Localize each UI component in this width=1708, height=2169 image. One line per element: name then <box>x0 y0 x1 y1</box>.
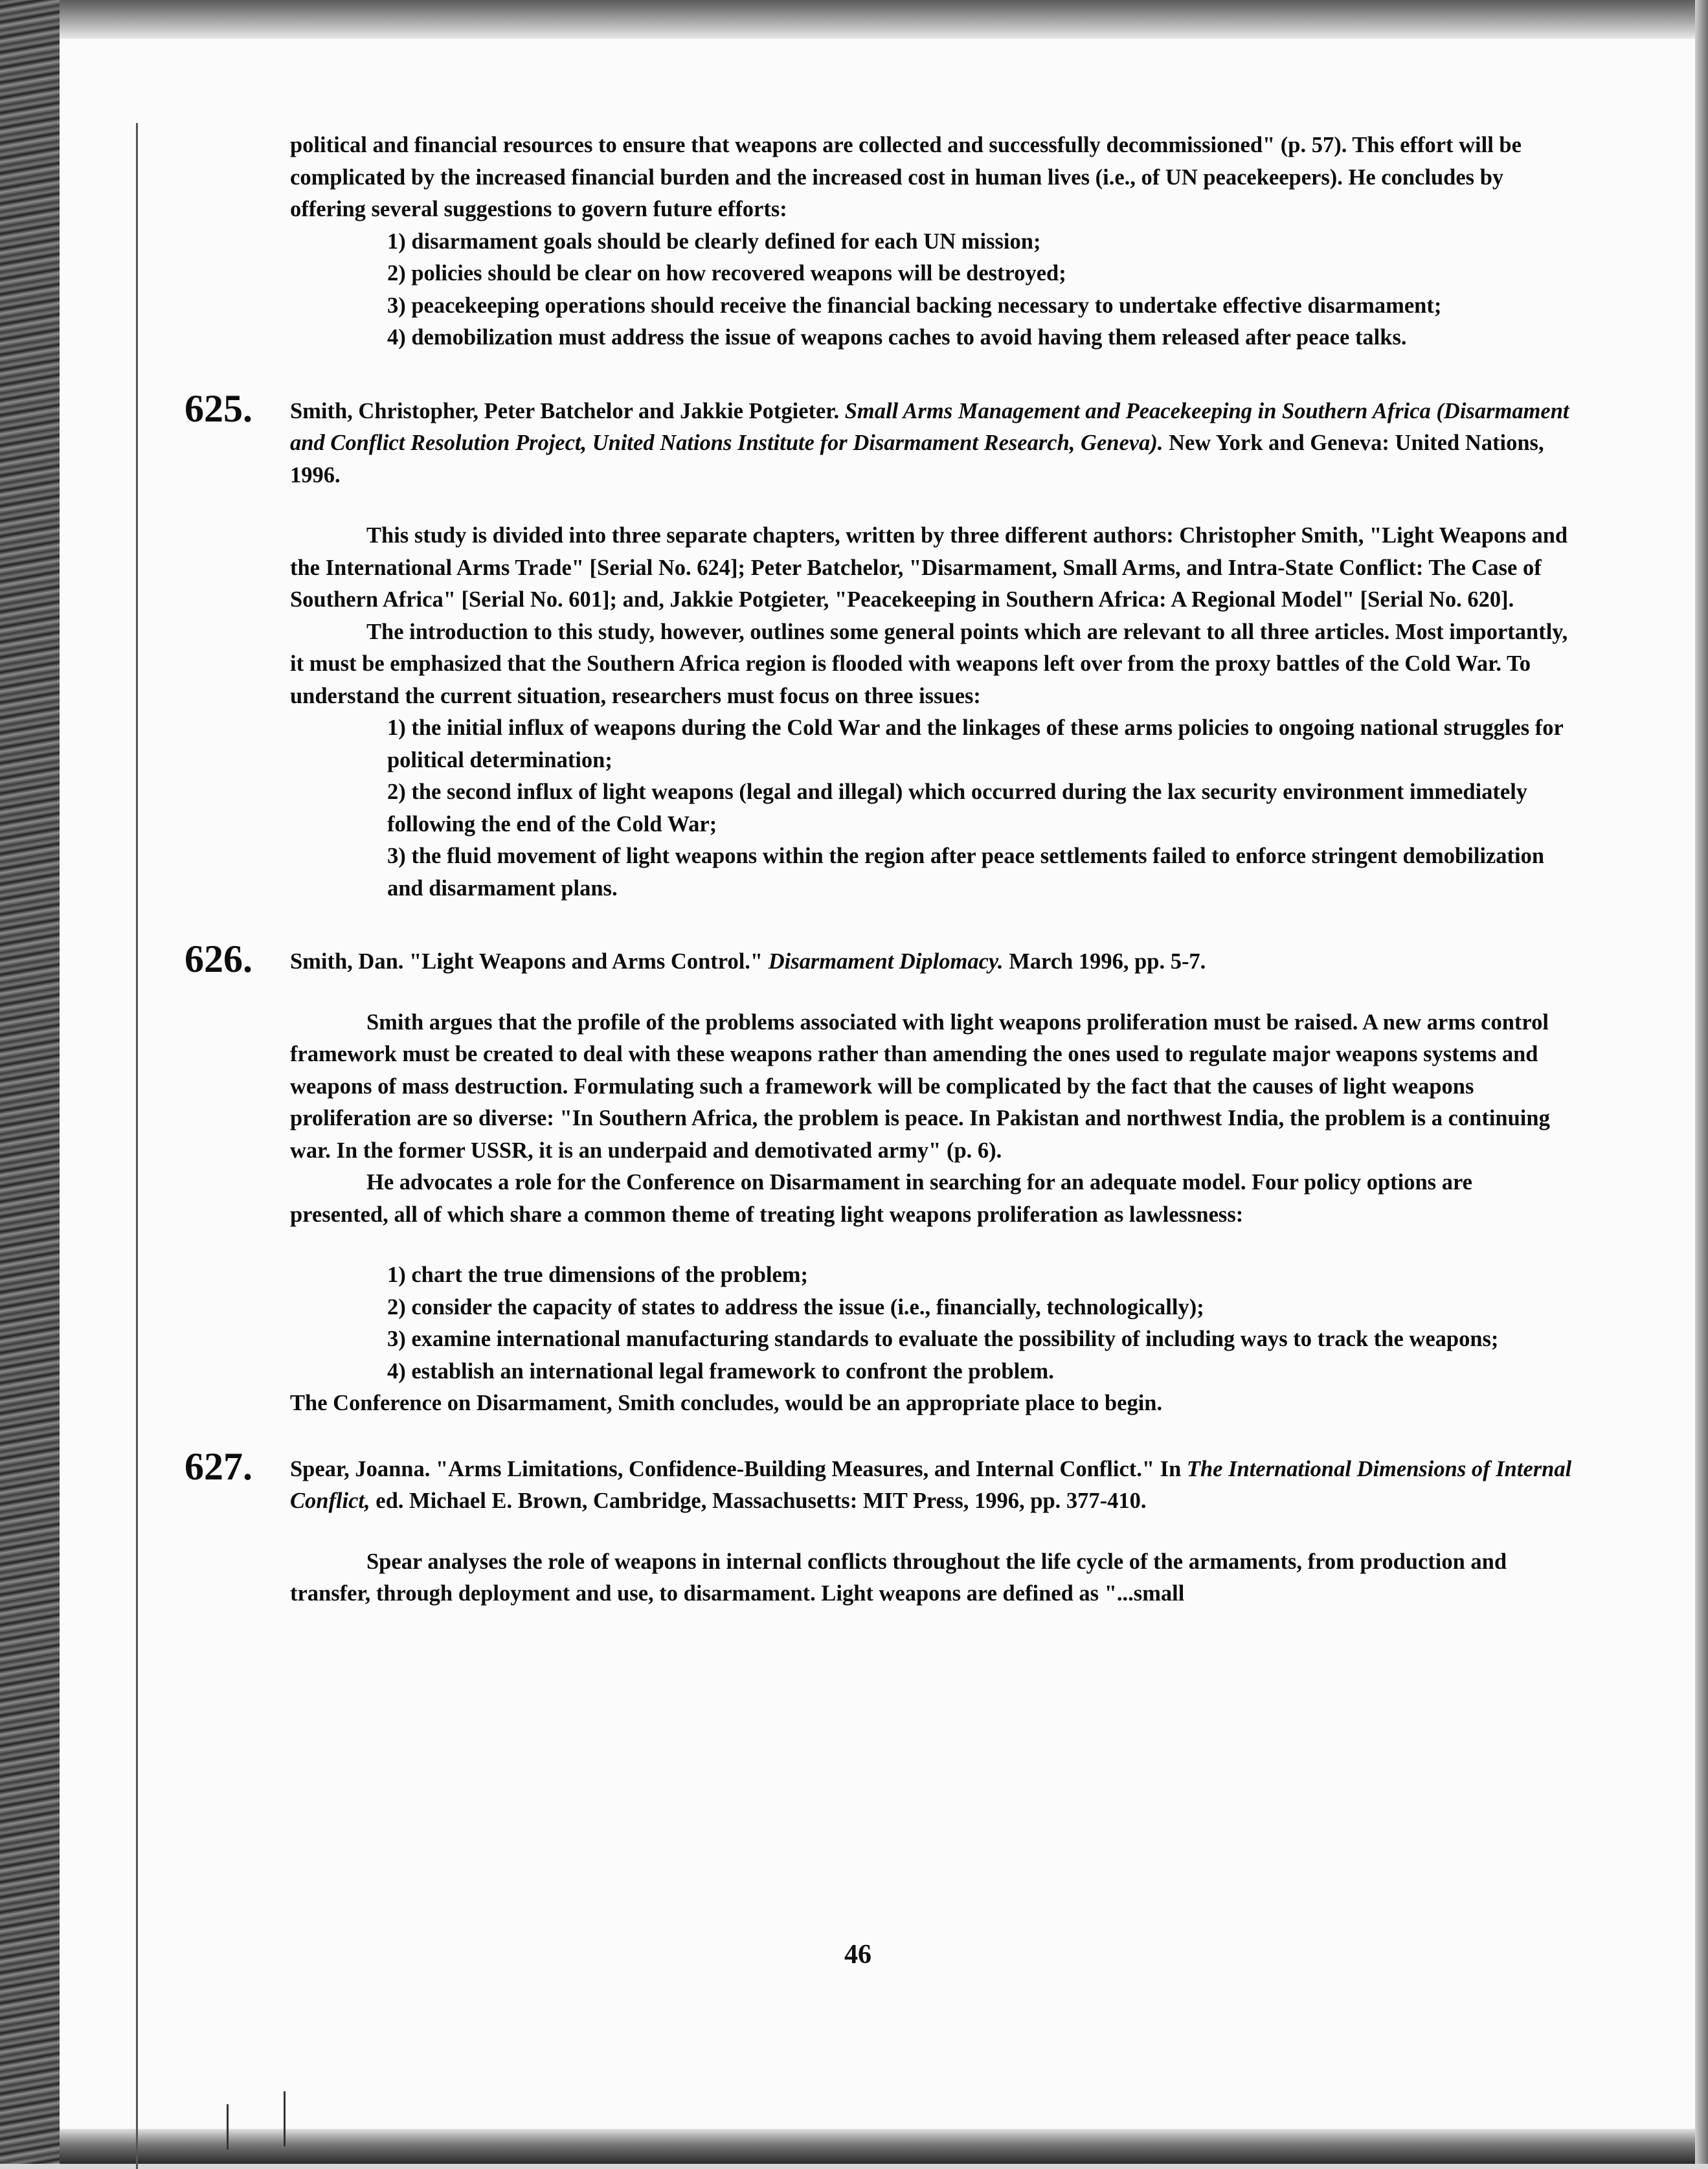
entry-number: 626. <box>185 938 253 980</box>
entry-paragraph: Spear analyses the role of weapons in internal conflicts throughout the life cycle of the armaments, from production and transfer, through deployment and use, to disarmament. Light weapons are defined as "...small <box>290 1549 1507 1606</box>
scan-mark <box>284 2091 286 2146</box>
citation-authors: Smith, Dan. "Light Weapons and Arms Control." <box>290 949 769 974</box>
citation-title: The International Dimensions of Internal Conflict, <box>290 1456 1572 1513</box>
list-item: 2) the second influx of light weapons (legal and illegal) which occurred during the lax security environment immediately following the end of the Cold War; <box>387 780 1528 837</box>
list-item: 3) examine international manufacturing standards to evaluate the possibility of including ways to track the weapons; <box>387 1327 1499 1351</box>
list-item: 4) establish an international legal framework to confront the problem. <box>387 1358 1054 1384</box>
entry-625 <box>185 387 1572 492</box>
scan-border-bottom <box>60 2129 1708 2164</box>
citation-authors: Spear, Joanna. "Arms Limitations, Confidence-Building Measures, and Internal Conflict." In <box>290 1456 1187 1481</box>
citation-publisher: New York and Geneva: United Nations, 1996. <box>290 431 1544 488</box>
entry-issues-list <box>290 712 1572 905</box>
entry-paragraph: He advocates a role for the Conference on Disarmament in searching for an adequate model. Four policy options are presented, all of which share a common theme of treating light weapons proliferation as lawlessness: <box>290 1170 1472 1227</box>
entry-626 <box>185 938 1572 980</box>
entry-citation <box>290 1454 1572 1518</box>
list-item: 4) demobilization must address the issue of weapons caches to avoid having them released after peace talks. <box>387 325 1407 350</box>
entry-paragraph: This study is divided into three separate chapters, written by three different authors: Christopher Smith, "Light Weapons and the International Arms Trade" [Serial No. 624]; Peter Batchelor, "Disarmament, Small Arms, and Intra-State Conflict: The Case of Southern Africa" [Serial No. 601]; and, Jakkie Potgieter, "Peacekeeping in Southern Africa: A Regional Model" [Serial No. 620]. <box>290 523 1568 612</box>
entry-options-list <box>290 1259 1572 1388</box>
list-item: 1) disarmament goals should be clearly defined for each UN mission; <box>387 229 1041 254</box>
citation-publisher: March 1996, pp. 5-7. <box>1003 949 1206 974</box>
list-item: 3) peacekeeping operations should receive the financial backing necessary to undertake effective disarmament; <box>387 293 1442 318</box>
scan-border-top <box>60 0 1708 39</box>
list-item: 3) the fluid movement of light weapons within the region after peace settlements failed to enforce stringent demobilization and disarmament plans. <box>387 844 1545 901</box>
intro-paragraph: political and financial resources to ensure that weapons are collected and successfully decommissioned" (p. 57). This effort will be complicated by the increased financial burden and the increased cost in human lives (i.e., of UN peacekeepers). He concludes by offering several suggestions to govern future efforts: <box>290 133 1522 221</box>
scan-mark <box>227 2104 229 2150</box>
scan-border-left <box>0 0 60 2164</box>
margin-line <box>136 123 138 2169</box>
citation-publisher: ed. Michael E. Brown, Cambridge, Massachusetts: MIT Press, 1996, pp. 377-410. <box>370 1489 1147 1513</box>
page-content <box>185 129 1572 1610</box>
entry-number: 627. <box>185 1444 253 1488</box>
entry-627 <box>185 1444 1572 1518</box>
page-number: 46 <box>844 1940 871 1970</box>
entry-citation <box>290 396 1572 492</box>
citation-authors: Smith, Christopher, Peter Batchelor and Jakkie Potgieter. <box>290 398 845 423</box>
entry-citation <box>290 946 1572 978</box>
citation-title: Small Arms Management and Peacekeeping in Southern Africa (Disarmament and Conflict Resolution Project, United Nations Institute for Disarmament Research, Geneva). <box>290 398 1569 455</box>
scan-border-right <box>1695 0 1708 2164</box>
entry-closing: The Conference on Disarmament, Smith concludes, would be an appropriate place to begin. <box>290 1391 1163 1415</box>
intro-suggestions-list <box>290 226 1572 354</box>
list-item: 1) the initial influx of weapons during the Cold War and the linkages of these arms policies to ongoing national struggles for political determination; <box>387 715 1564 772</box>
list-item: 1) chart the true dimensions of the problem; <box>387 1263 809 1287</box>
entry-paragraph: Smith argues that the profile of the problems associated with light weapons proliferation must be raised. A new arms control framework must be created to deal with these weapons rather than amending the ones used to regulate major weapons systems and weapons of mass destruction. Formulating such a framework will be complicated by the fact that the causes of light weapons proliferation are so diverse: "In Southern Africa, the problem is peace. In Pakistan and northwest India, the problem is a continuing war. In the former USSR, it is an underpaid and demotivated army" (p. 6). <box>290 1009 1550 1163</box>
entry-number: 625. <box>185 387 253 430</box>
entry-paragraph: The introduction to this study, however, outlines some general points which are relevant to all three articles. Most importantly, it must be emphasized that the Southern Africa region is flooded with weapons left over from the proxy battles of the Cold War. To understand the current situation, researchers must focus on three issues: <box>290 619 1568 708</box>
list-item: 2) policies should be clear on how recovered weapons will be destroyed; <box>387 261 1066 286</box>
citation-title: Disarmament Diplomacy. <box>768 949 1004 974</box>
list-item: 2) consider the capacity of states to address the issue (i.e., financially, technologically); <box>387 1294 1204 1320</box>
